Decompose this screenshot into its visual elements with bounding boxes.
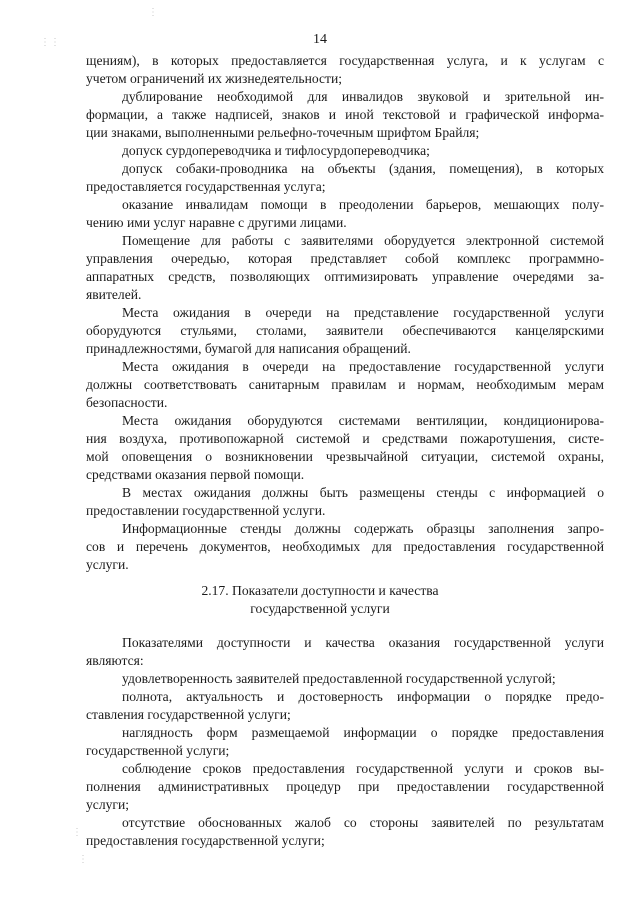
text-line: управления очередью, которая представляет собой комплекс программно- xyxy=(86,251,604,266)
text-line: государственной услуги; xyxy=(86,743,230,758)
text-line: отсутствие обоснованных жалоб со стороны заявителей по результатам xyxy=(122,815,604,830)
page-number: 14 xyxy=(313,32,327,47)
text-line: ния воздуха, противопожарной системой и средствами пожаротушения, систе- xyxy=(86,431,604,446)
text-line: ставления государственной услуги; xyxy=(86,707,291,722)
text-line: Помещение для работы с заявителями оборудуется электронной системой xyxy=(122,233,604,248)
text-line: формации, а также надписей, знаков и иной текстовой и графической информа- xyxy=(86,107,604,122)
text-line: явителей. xyxy=(86,287,142,302)
text-line: Места ожидания в очереди на представление государственной услуги xyxy=(122,305,604,320)
text-line: соблюдение сроков предоставления государственной услуги и сроков вы- xyxy=(122,761,604,776)
text-line: дублирование необходимой для инвалидов звуковой и зрительной ин- xyxy=(122,89,604,104)
text-line: предоставляется государственная услуга; xyxy=(86,179,326,194)
scan-artifact-left-lower: ⋮ xyxy=(78,854,88,865)
section-heading: 2.17. Показатели доступности и качества xyxy=(201,583,439,598)
text-line: предоставлении государственной услуги. xyxy=(86,503,326,518)
text-line: должны соответствовать санитарным правилам и нормам, необходимым мерам xyxy=(86,377,604,392)
scan-artifact-top: ⋮⋮ xyxy=(40,37,60,48)
text-line: чению ими услуг наравне с другими лицами. xyxy=(86,215,347,230)
scan-artifact-left: ⋮ xyxy=(72,827,82,838)
text-line: В местах ожидания должны быть размещены стенды с информацией о xyxy=(122,485,604,500)
text-line: Показателями доступности и качества оказания государственной услуги xyxy=(122,635,604,650)
section-heading-continued: государственной услуги xyxy=(250,601,390,616)
text-line: мой оповещения о возникновении чрезвычайной ситуации, системой охраны, xyxy=(86,449,604,464)
text-line: Места ожидания оборудуются системами вентиляции, кондиционирова- xyxy=(122,413,604,428)
text-line: услуги; xyxy=(86,797,130,812)
text-line: Информационные стенды должны содержать образцы заполнения запро- xyxy=(122,521,604,536)
text-line: безопасности. xyxy=(86,395,168,410)
text-line: являются: xyxy=(86,653,144,668)
text-line: услуги. xyxy=(86,557,129,572)
text-line: щениям), в которых предоставляется государственная услуга, и к услугам с xyxy=(86,53,604,68)
text-line: Места ожидания в очереди на предоставление государственной услуги xyxy=(122,359,604,374)
text-line: удовлетворенность заявителей предоставленной государственной услугой; xyxy=(122,671,556,686)
text-line: сов и перечень документов, необходимых для предоставления государственной xyxy=(86,539,604,554)
text-line: полнения административных процедур при предоставлении государственной xyxy=(86,779,604,794)
text-line: учетом ограничений их жизнедеятельности; xyxy=(86,71,343,86)
text-line: оборудуются стульями, столами, заявители обеспечиваются канцелярскими xyxy=(86,323,604,338)
text-line: оказание инвалидам помощи в преодолении барьеров, мешающих полу- xyxy=(122,197,604,212)
text-line: наглядность форм размещаемой информации о порядке предоставления xyxy=(122,725,604,740)
text-line: ции знаками, выполненными рельефно-точечным шрифтом Брайля; xyxy=(86,125,480,140)
text-line: аппаратных средств, позволяющих оптимизировать управление очередями за- xyxy=(86,269,604,284)
scan-artifact-top-center: ⋮ xyxy=(148,7,158,18)
text-line: средствами оказания первой помощи. xyxy=(86,467,305,482)
text-line: предоставления государственной услуги; xyxy=(86,833,325,848)
text-line: допуск сурдопереводчика и тифлосурдопереводчика; xyxy=(122,143,430,158)
text-line: допуск собаки-проводника на объекты (здания, помещения), в которых xyxy=(122,161,604,176)
text-line: принадлежностями, бумагой для написания обращений. xyxy=(86,341,411,356)
text-line: полнота, актуальность и достоверность информации о порядке предо- xyxy=(122,689,604,704)
